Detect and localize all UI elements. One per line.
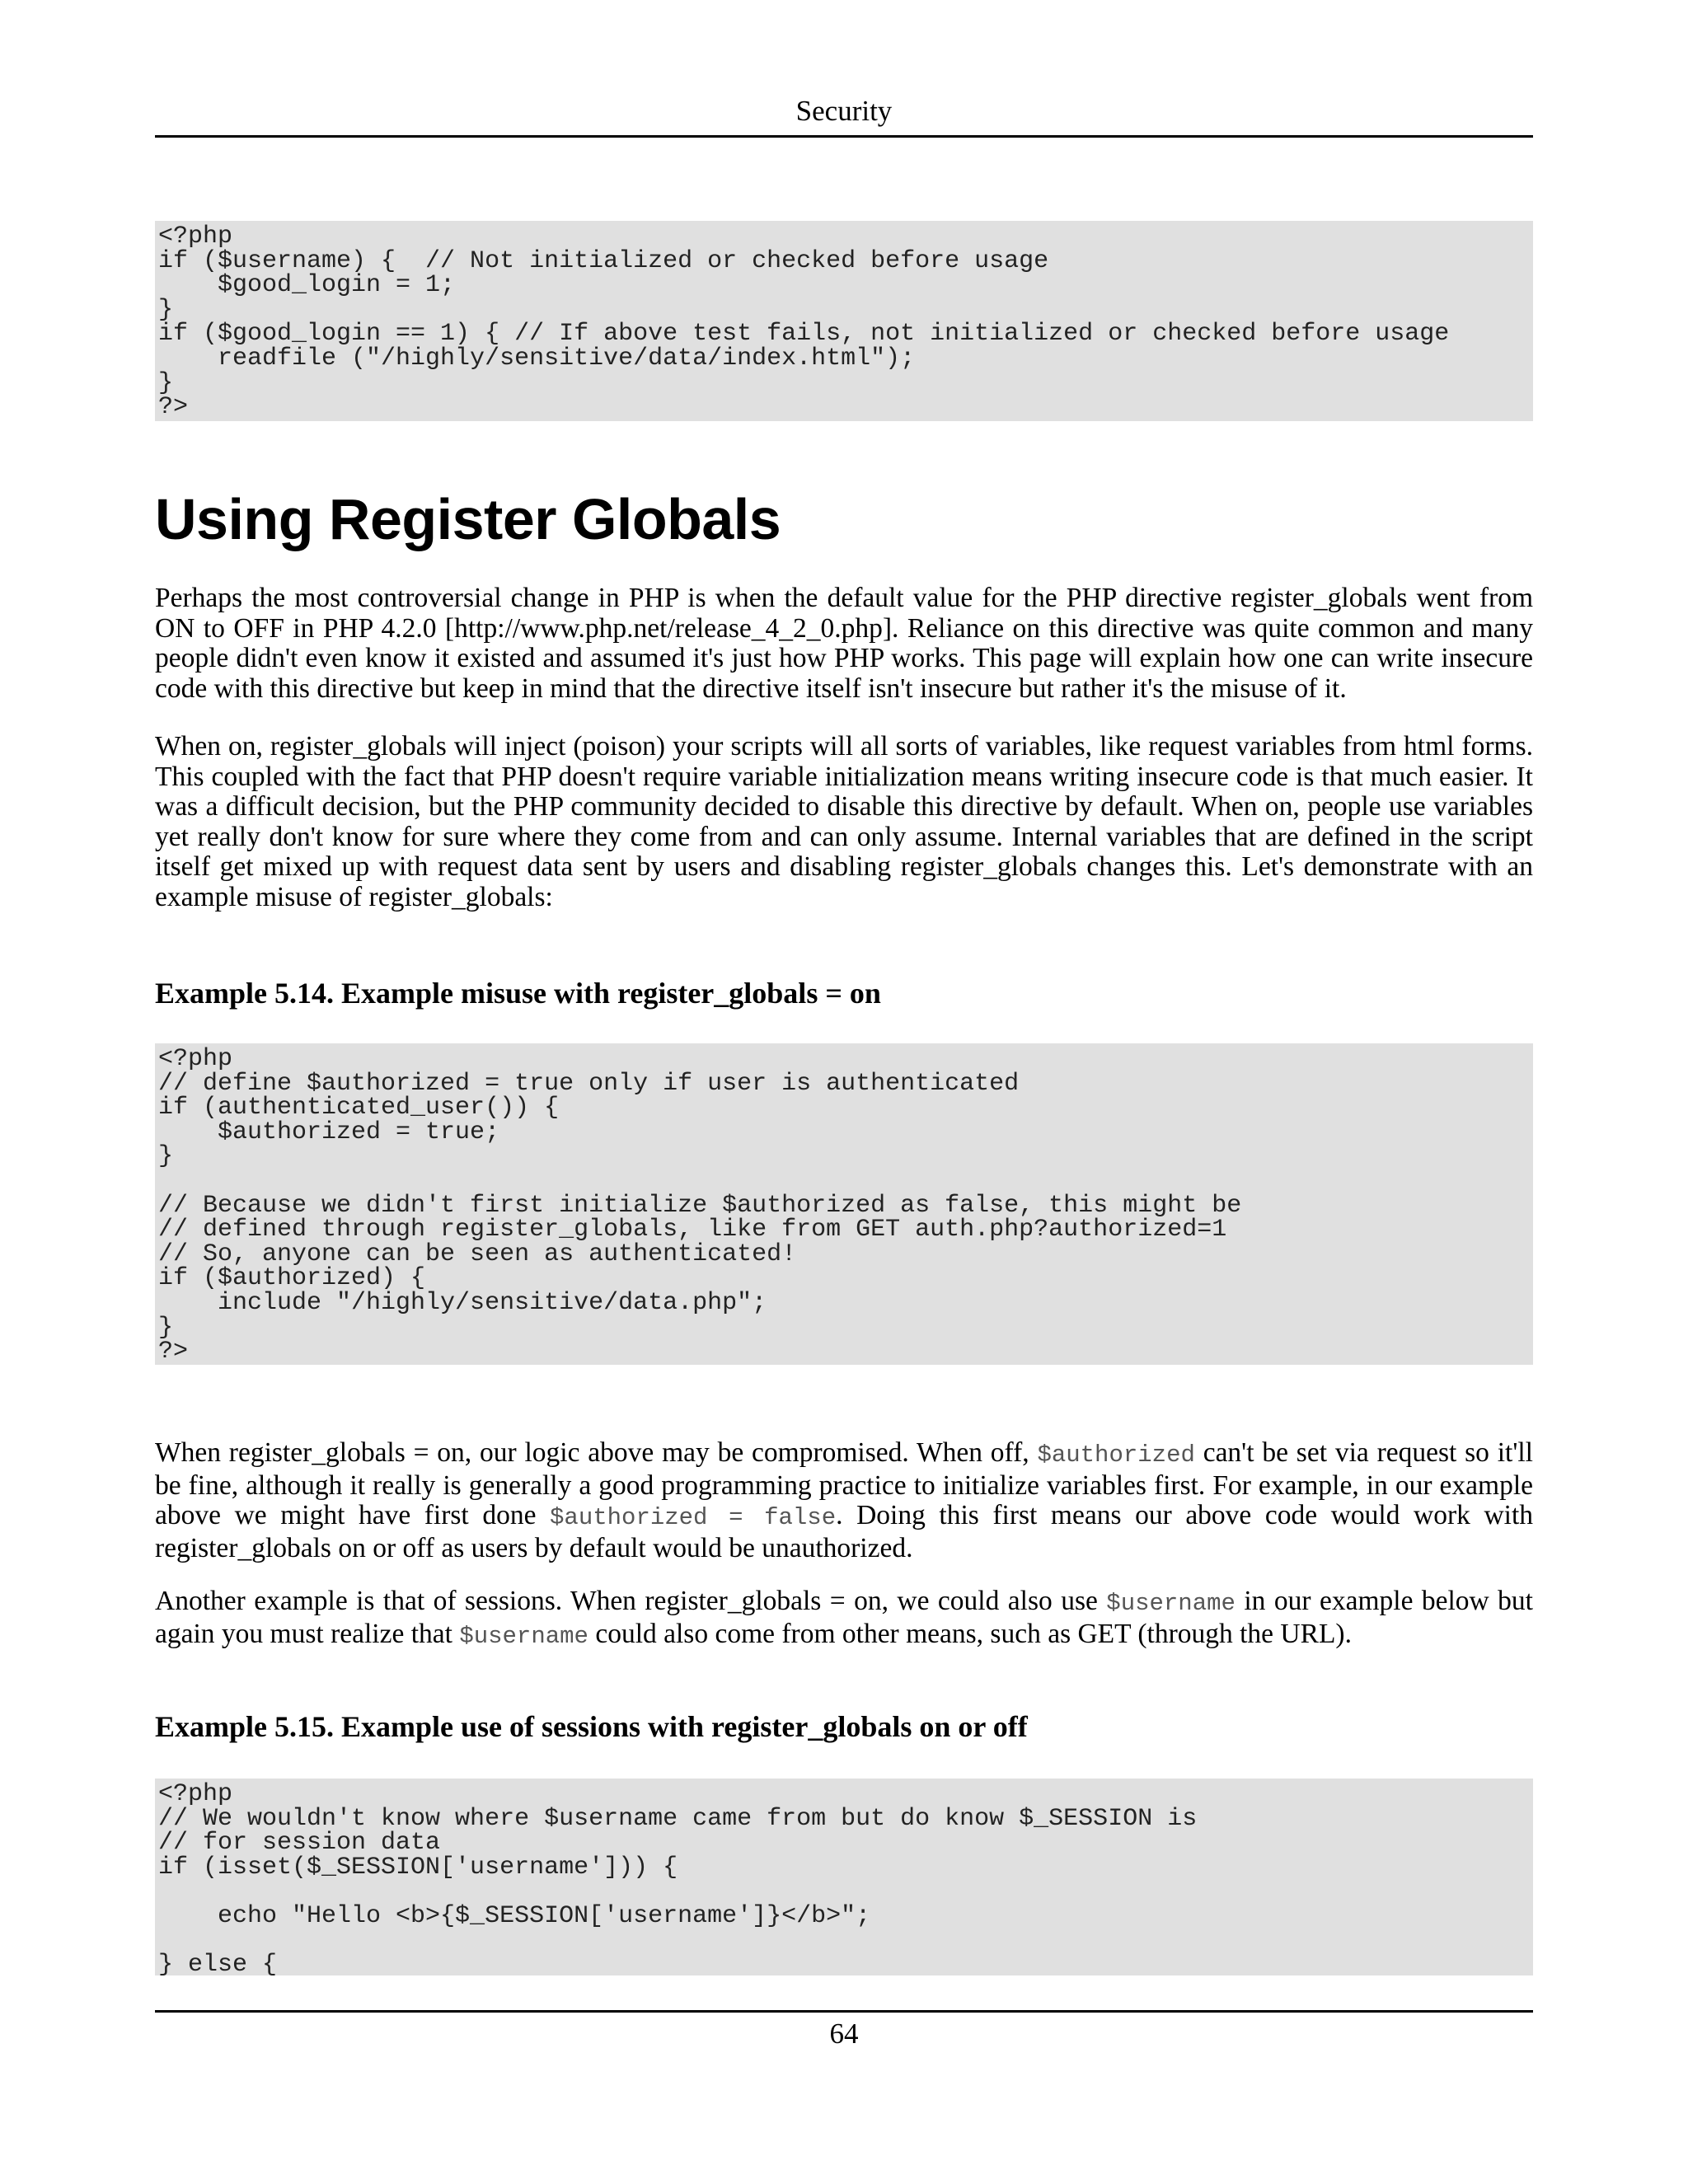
paragraph-register-globals-explanation: When on, register_globals will inject (poison) your scripts will all sorts of variables, like request variables from html forms. This coupled with the fact that PHP doesn't require variable initialization means writing insecure code is that much easier. It was a difficult decision, but the PHP community decided to disable this directive by default. When on, people use variables yet really don't know for sure where they come from and can only assume. Internal variables that are defined in the script itself get mixed up with request data sent by users and disabling register_globals changes this. Let's demonstrate with an example misuse of register_globals: [155, 731, 1533, 912]
paragraph-sessions [155, 1586, 1533, 1652]
running-header: Security [795, 95, 893, 127]
code-block-example-5-14: <?php // define $authorized = true only if user is authenticated if (authenticated_user()) { $authorized = true; } // Because we didn't first initialize $authorized as false, this might be // defined through register_globals, like from GET auth.php?authorized=1 // So, anyone can be seen as authenticated! if ($authorized) { include "/highly/sensitive/data.php"; } ?> [155, 1043, 1533, 1365]
section-title: Using Register Globals [155, 487, 781, 551]
inline-code-username: $username [459, 1622, 588, 1650]
code-block-example-5-15: <?php // We wouldn't know where $username came from but do know $_SESSION is // for session data if (isset($_SESSION['username'])) { echo "Hello <b>{$_SESSION['username']}</b>"; } else { [155, 1779, 1533, 1975]
page-number: 64 [829, 2018, 859, 2050]
header-rule [155, 135, 1533, 138]
text-span: When register_globals = on, our logic above may be compromised. When off, [155, 1437, 1038, 1468]
paragraph-intro: Perhaps the most controversial change in PHP is when the default value for the PHP directive register_globals went from ON to OFF in PHP 4.2.0 [http://www.php.net/release_4_2_0.php]. Reliance on this directive was quite common and many people didn't even know it existed and assumed it's just how PHP works. This page will explain how one can write insecure code with this directive but keep in mind that the directive itself isn't insecure but rather it's the misuse of it. [155, 583, 1533, 704]
example-5-15-title: Example 5.15. Example use of sessions with register_globals on or off [155, 1710, 1028, 1743]
text-span: can't be set via request so it'll be fine, although it really is generally a good programming practice to initialize variables first. For example, in our example above we might have first done [155, 1437, 1533, 1530]
text-span: could also come from other means, such as GET (through the URL). [588, 1618, 1352, 1649]
example-5-14-title: Example 5.14. Example misuse with register_globals = on [155, 977, 881, 1010]
text-span: Another example is that of sessions. When register_globals = on, we could also use [155, 1586, 1107, 1616]
inline-code-username: $username [1106, 1590, 1236, 1617]
inline-code-authorized-false: $authorized = false [550, 1504, 837, 1531]
paragraph-compromised-logic [155, 1438, 1533, 1563]
text-span: in our example below but again you must realize that [155, 1586, 1533, 1649]
inline-code-authorized: $authorized [1037, 1441, 1195, 1469]
code-block-login-check: <?php if ($username) { // Not initialized or checked before usage $good_login = 1; } if ($good_login == 1) { // If above test fails, not initialized or checked before usage readfile ("/highly/sensitive/data/index.html"); } ?> [155, 221, 1533, 421]
footer-rule [155, 2010, 1533, 2013]
text-span: . Doing this first means our above code would work with register_globals on or off as users by default would be unauthorized. [155, 1500, 1534, 1563]
